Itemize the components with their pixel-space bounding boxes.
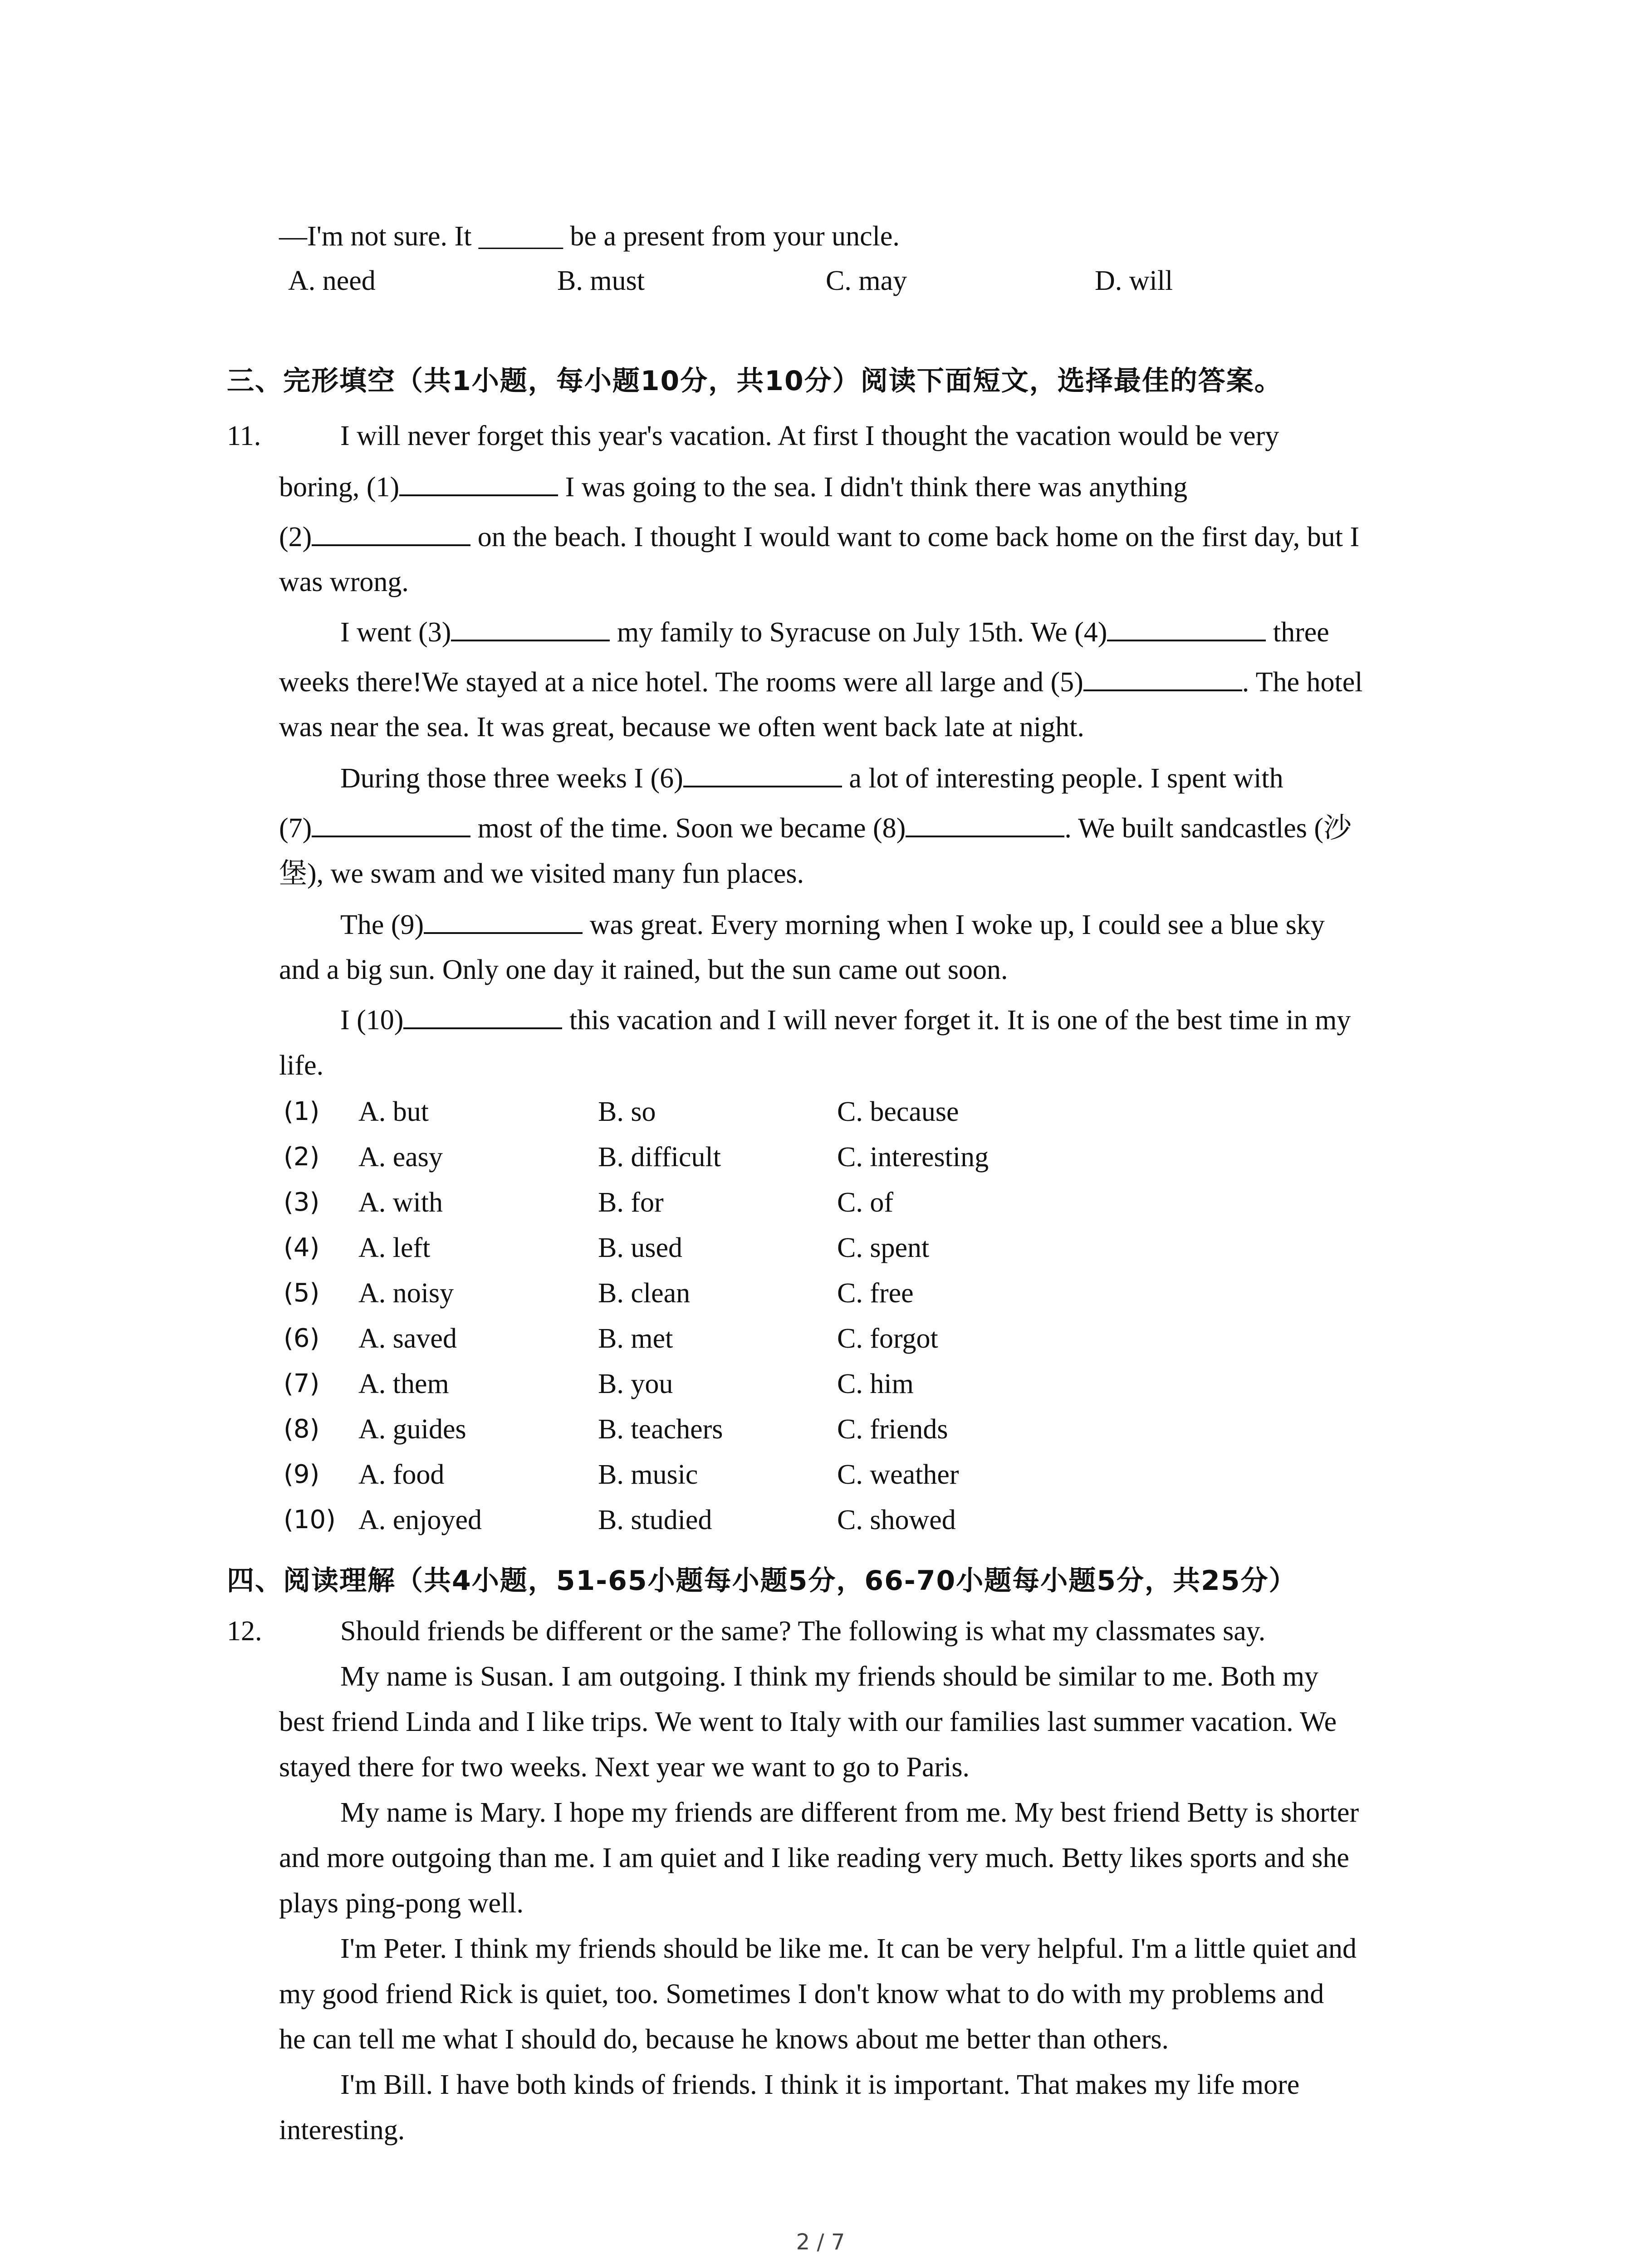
section4-heading: 四、阅读理解（共4小题，51-65小题每小题5分，66-70小题每小题5分，共25分） [227, 1565, 1297, 1597]
choice-number: (6) [284, 1324, 320, 1353]
choice-number: (4) [284, 1233, 320, 1262]
choice-b[interactable]: B. studied [598, 1505, 712, 1535]
passage-line: best friend Linda and I like trips. We went to Italy with our families last summer vacation. We [279, 1706, 1337, 1737]
blank-10[interactable] [403, 1005, 562, 1029]
passage-line: stayed there for two weeks. Next year we want to go to Paris. [279, 1752, 970, 1783]
passage-line: interesting. [279, 2115, 405, 2146]
blank-9[interactable] [424, 909, 583, 934]
q10-option-b: B. must [557, 265, 645, 296]
passage-line: The (9) was great. Every morning when I woke up, I could see a blue sky [340, 909, 1325, 940]
choice-a[interactable]: A. saved [358, 1323, 457, 1354]
choice-a[interactable]: A. noisy [358, 1278, 454, 1309]
passage-line: I went (3) my family to Syracuse on July 15th. We (4) three [340, 617, 1329, 648]
choice-c[interactable]: C. interesting [837, 1142, 989, 1173]
choice-number: (3) [284, 1188, 320, 1217]
choice-number: (1) [284, 1097, 320, 1126]
choice-a[interactable]: A. them [358, 1369, 449, 1399]
choice-c[interactable]: C. showed [837, 1505, 956, 1535]
passage-line: my good friend Rick is quiet, too. Sometimes I don't know what to do with my problems and [279, 1979, 1324, 2009]
passage-line: was near the sea. It was great, because we often went back late at night. [279, 712, 1084, 743]
choice-b[interactable]: B. you [598, 1369, 673, 1399]
choice-a[interactable]: A. left [358, 1232, 431, 1263]
q10-stem: —I'm not sure. It ______ be a present from your uncle. [279, 221, 900, 252]
choice-c[interactable]: C. of [837, 1187, 893, 1218]
choice-a[interactable]: A. with [358, 1187, 443, 1218]
choice-a[interactable]: A. food [358, 1459, 445, 1490]
choice-b[interactable]: B. so [598, 1096, 656, 1127]
choice-b[interactable]: B. difficult [598, 1142, 721, 1173]
section3-heading: 三、完形填空（共1小题，每小题10分，共10分）阅读下面短文，选择最佳的答案。 [227, 365, 1283, 397]
passage-line: 堡), we swam and we visited many fun places. [279, 858, 804, 889]
passage-line: During those three weeks I (6) a lot of interesting people. I spent with [340, 763, 1283, 794]
choice-c[interactable]: C. forgot [837, 1323, 938, 1354]
choice-a[interactable]: A. guides [358, 1414, 466, 1445]
blank-7[interactable] [312, 813, 470, 837]
choice-number: (9) [284, 1460, 320, 1489]
passage-line: I (10) this vacation and I will never forget it. It is one of the best time in my [340, 1005, 1351, 1036]
blank-4[interactable] [1107, 617, 1266, 641]
page-number: 2 / 7 [796, 2229, 845, 2255]
choice-b[interactable]: B. clean [598, 1278, 691, 1309]
choice-number: (10) [284, 1505, 336, 1535]
q12-number: 12. [227, 1616, 262, 1647]
passage-line: boring, (1) I was going to the sea. I didn't think there was anything [279, 472, 1188, 503]
passage-line: My name is Mary. I hope my friends are different from me. My best friend Betty is shorter [340, 1797, 1359, 1828]
passage-line: and more outgoing than me. I am quiet and I like reading very much. Betty likes sports and she [279, 1843, 1349, 1873]
choice-b[interactable]: B. met [598, 1323, 673, 1354]
q11-number: 11. [227, 420, 261, 451]
choice-b[interactable]: B. teachers [598, 1414, 723, 1445]
passage-line: was wrong. [279, 567, 409, 597]
passage-line: and a big sun. Only one day it rained, but the sun came out soon. [279, 954, 1008, 985]
blank-2[interactable] [312, 522, 470, 546]
blank-6[interactable] [683, 763, 842, 787]
choice-b[interactable]: B. for [598, 1187, 664, 1218]
choice-a[interactable]: A. but [358, 1096, 429, 1127]
passage-line: My name is Susan. I am outgoing. I think my friends should be similar to me. Both my [340, 1661, 1319, 1692]
blank-1[interactable] [399, 472, 558, 496]
blank-5[interactable] [1083, 667, 1242, 691]
passage-line: I'm Bill. I have both kinds of friends. I think it is important. That makes my life more [340, 2069, 1300, 2100]
passage-line: he can tell me what I should do, because he knows about me better than others. [279, 2024, 1169, 2055]
q10-option-d: D. will [1095, 265, 1173, 296]
choice-a[interactable]: A. easy [358, 1142, 443, 1173]
passage-line: weeks there!We stayed at a nice hotel. The rooms were all large and (5) . The hotel [279, 667, 1363, 698]
choice-number: (7) [284, 1369, 320, 1398]
passage-line: (2) on the beach. I thought I would want to come back home on the first day, but I [279, 522, 1360, 552]
passage-line: plays ping-pong well. [279, 1888, 524, 1919]
choice-c[interactable]: C. because [837, 1096, 959, 1127]
choice-b[interactable]: B. music [598, 1459, 698, 1490]
choice-b[interactable]: B. used [598, 1232, 682, 1263]
choice-c[interactable]: C. him [837, 1369, 914, 1399]
choice-number: (5) [284, 1278, 320, 1308]
choice-a[interactable]: A. enjoyed [358, 1505, 482, 1535]
choice-c[interactable]: C. spent [837, 1232, 930, 1263]
choice-c[interactable]: C. friends [837, 1414, 948, 1445]
choice-c[interactable]: C. free [837, 1278, 914, 1309]
passage-line: (7) most of the time. Soon we became (8) . We built sandcastles (沙 [279, 813, 1352, 844]
choice-number: (2) [284, 1142, 320, 1172]
passage-line: life. [279, 1050, 324, 1081]
choice-c[interactable]: C. weather [837, 1459, 959, 1490]
passage-line: I'm Peter. I think my friends should be like me. It can be very helpful. I'm a little quiet and [340, 1933, 1357, 1964]
choice-number: (8) [284, 1414, 320, 1444]
blank-8[interactable] [906, 813, 1064, 837]
passage-line: I will never forget this year's vacation. At first I thought the vacation would be very [340, 420, 1279, 451]
blank-3[interactable] [451, 617, 610, 641]
q10-option-a: A. need [288, 265, 376, 296]
passage-line: Should friends be different or the same? The following is what my classmates say. [340, 1616, 1266, 1647]
q10-option-c: C. may [826, 265, 907, 296]
